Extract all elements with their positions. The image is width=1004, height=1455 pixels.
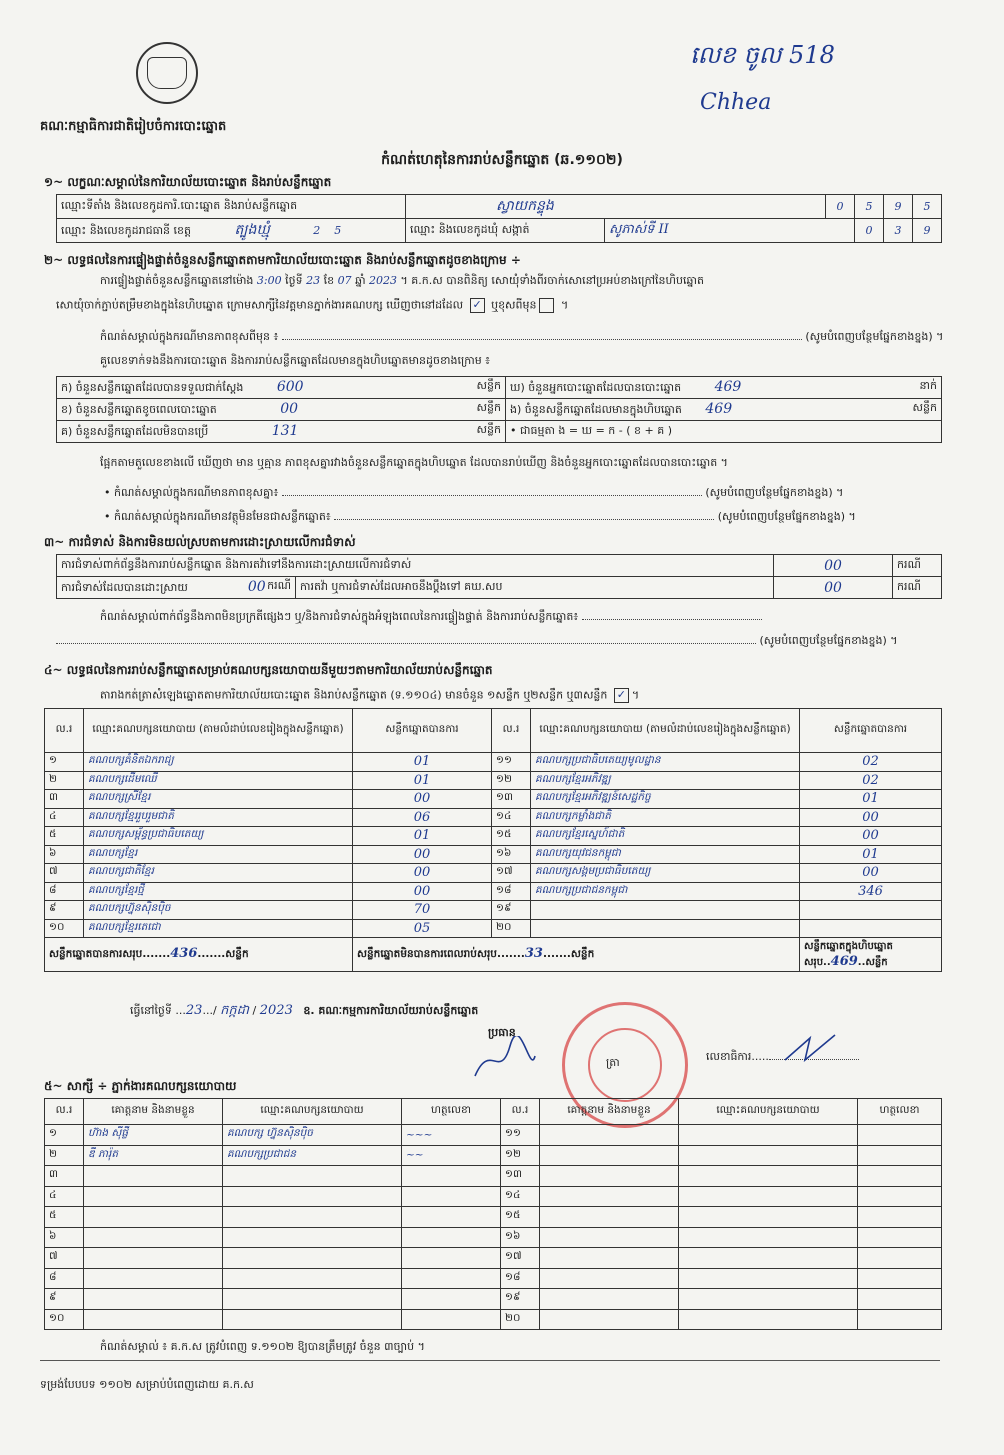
section2-heading: ២~ លទ្ធផលនៃការផ្ទៀងផ្ទាត់ចំនួនសន្លឹកឆ្នោតតាមការិយាល័យបោះឆ្នោត និងរាប់សន្លឹកឆ្នោតដូចខាងក្រោម ÷ bbox=[44, 253, 521, 267]
secretary-signature bbox=[780, 1030, 840, 1070]
change-note: កំណត់សម្គាល់ក្នុងករណីមានភាពខុសពីមុន ៖ (សូមបំពេញបន្ថែមផ្នែកខាងខ្នង) ។ bbox=[100, 330, 944, 343]
section1-heading: ១~ លក្ខណៈសម្គាល់នៃការិយាល័យបោះឆ្នោត និងរាប់សន្លឹកឆ្នោត bbox=[44, 175, 332, 189]
station-code-3: 9 bbox=[884, 195, 913, 219]
complaints-count: 00 bbox=[774, 555, 893, 577]
province-name: ត្បូងឃ្មុំ bbox=[234, 222, 270, 238]
table-row: ៥ គណបក្សសម្ព័ន្ធប្រជាធិបតេយ្យ 01 ១៥ គណបក្សខ្មែរស្នេហ៍ជាតិ 00 bbox=[45, 827, 942, 846]
appeal-count: 00 bbox=[774, 577, 893, 599]
col-name-left: គោត្តនាម និងនាមខ្លួន bbox=[84, 1099, 223, 1125]
station-code-4: 5 bbox=[913, 195, 942, 219]
appeal-label: ការតវ៉ា ឬការជំទាស់ដែលអាចនឹងប្តឹងទៅ គឃ.សប bbox=[296, 577, 774, 599]
unused-ballots: គ) ចំនួនសន្លឹកឆ្នោតដែលមិនបានប្រើ 131 សន្លឹក bbox=[57, 421, 506, 443]
col-sig-right: ហត្ថលេខា bbox=[858, 1099, 942, 1125]
col-no-left: ល.រ bbox=[45, 709, 84, 753]
col-votes-right: សន្លឹកឆ្នោតបានការ bbox=[800, 709, 942, 753]
spoiled-ballots: ខ) ចំនួនសន្លឹកឆ្នោតខូចពេលបោះឆ្នោត 00 សន្លឹក bbox=[57, 399, 506, 421]
lock-paragraph: សោយុំចាក់ភ្ជាប់តម្រឹមខាងក្នុងនៃហិបឆ្នោត ក្រោមសាក្សីនៃវត្តមានភ្នាក់ងារគណបក្ស ឃើញថានៅដដែល ✓ ឬខុសពីមុន ។ bbox=[56, 298, 569, 312]
form-identifier: ទម្រង់បែបបទ ១១០២ សម្រាប់បំពេញដោយ គ.ក.ស bbox=[40, 1378, 254, 1391]
appeal-unit: ករណី bbox=[893, 577, 942, 599]
irregularity-note-line2: (សូមបំពេញបន្ថែមផ្នែកខាងខ្នង) ។ bbox=[56, 634, 956, 650]
table-row: ៤ គណបក្សខ្មែររួបរួមជាតិ 06 ១៤ គណបក្សកម្លាំងជាតិ 00 bbox=[45, 808, 942, 827]
table-row: ២ ឌី ភារ៉ុត គណបក្សប្រជាជន ~~ ១២ bbox=[45, 1145, 942, 1166]
table-row: ១០ ២០ bbox=[45, 1309, 942, 1330]
tally-sheet-count: តារាងកត់ត្រាសំឡេងឆ្នោតតាមការិយាល័យបោះឆ្នោត និងរាប់សន្លឹកឆ្នោត (ទ.១១០៤) មានចំនួន ១សន្លឹក ឬ២សន្លឹក ឬ៣សន្លឹក ✓ ។ bbox=[100, 688, 640, 702]
unchanged-checkbox: ✓ bbox=[470, 298, 485, 313]
section3-heading: ៣~ ការជំទាស់ និងការមិនយល់ស្របតាមការដោះស្រាយលើការជំទាស់ bbox=[44, 535, 356, 549]
handwritten-initials: Chhea bbox=[700, 90, 772, 115]
verify-year: 2023 bbox=[369, 274, 398, 287]
table-row: ១ គណបក្សគំនិតឯករាជ្យ 01 ១១ គណបក្សប្រជាធិបតេយ្យមូលដ្ឋាន 02 bbox=[45, 753, 942, 772]
changed-checkbox bbox=[539, 298, 554, 313]
table-row: ៩ ១៩ bbox=[45, 1289, 942, 1310]
compare-paragraph: ផ្អែកតាមតួលេខខាងលើ ឃើញថា មាន ឬគ្មាន ភាពខុសគ្នារវាងចំនួនសន្លឹកឆ្នោតក្នុងហិបឆ្នោត ដែលបានរាប់ឃើញ និងចំនួនអ្នកបោះឆ្នោតដែលបានបោះឆ្នោត ។ bbox=[100, 456, 728, 469]
table-row: ៦ គណបក្សខ្មែរ 00 ១៦ គណបក្សយុវជនកម្ពុជា 01 bbox=[45, 845, 942, 864]
stamp-label: ត្រា bbox=[606, 1056, 620, 1069]
table-row: ៣ ១៣ bbox=[45, 1166, 942, 1187]
foreign-object-note: • កំណត់សម្គាល់ក្នុងករណីមានវត្ថុមិនមែនជាសន្លឹកឆ្នោត៖ (សូមបំពេញបន្ថែមផ្នែកខាងខ្នង) ។ bbox=[104, 510, 856, 523]
commune-code-3: 9 bbox=[913, 219, 942, 243]
verify-month: 07 bbox=[337, 274, 352, 287]
table-row: ៨ ១៨ bbox=[45, 1268, 942, 1289]
total-in-box: សន្លឹកឆ្នោតក្នុងហិបឆ្នោតសរុប..469..សន្លឹក bbox=[800, 938, 942, 972]
polling-station-name: ស្វាយកន្ទុង bbox=[406, 195, 826, 219]
emblem-logo bbox=[136, 42, 198, 104]
three-sheet-checkbox: ✓ bbox=[614, 688, 629, 703]
table-row: ១០ គណបក្សខ្មែរតេជោ 05 ២០ bbox=[45, 919, 942, 938]
polling-station-label: ឈ្មោះទីតាំង និងលេខកូដការិ.បោះឆ្នោត និងរាប់សន្លឹកឆ្នោត bbox=[57, 195, 406, 219]
document-title: កំណត់ហេតុនៃការរាប់សន្លឹកឆ្នោត (ឆ.១១០២) bbox=[381, 152, 623, 168]
table-row: ៧ ១៧ bbox=[45, 1248, 942, 1269]
table-row: ៣ គណបក្សស្រីខ្មែរ 00 ១៣ គណបក្សខ្មែរអភិវឌ្ឍន៍សេដ្ឋកិច្ច 01 bbox=[45, 790, 942, 809]
col-no-left: ល.រ bbox=[45, 1099, 84, 1125]
col-party-right: ឈ្មោះគណបក្សនយោបាយ (តាមលំដាប់លេខរៀងក្នុងសន្លឹកឆ្នោត) bbox=[531, 709, 800, 753]
verify-day: 23 bbox=[306, 274, 321, 287]
irregularity-note: កំណត់សម្គាល់ពាក់ព័ន្ធនឹងភាពមិនប្រក្រតីផ្សេងៗ ឬ/និងការជំទាស់ក្នុងអំឡុងពេលនៃការផ្ទៀងផ្ទាត់ និងការរាប់សន្លឹកឆ្នោត៖ bbox=[100, 610, 960, 626]
station-code-2: 5 bbox=[855, 195, 884, 219]
formula: • ជាធម្មតា ង = ឃ = ក - ( ខ + គ ) bbox=[506, 421, 942, 443]
complaints-label: ការជំទាស់ពាក់ព័ន្ធនឹងការរាប់សន្លឹកឆ្នោត និងការតវ៉ាទៅនឹងការដោះស្រាយលើការជំទាស់ bbox=[57, 555, 774, 577]
chair-label: ប្រធាន bbox=[488, 1026, 516, 1039]
verification-paragraph: ការផ្ទៀងផ្ទាត់ចំនួនសន្លឹកឆ្នោតនៅម៉ោង 3:00 ថ្ងៃទី 23 ខែ 07 ឆ្នាំ 2023 ។ គ.ក.ស បានពិនិត្យ សោយុំទាំងពីរចាក់សោនៅប្រអប់ខាងក្រៅនៃហិបឆ្នោត bbox=[100, 274, 704, 287]
province-code: 2 5 bbox=[313, 224, 342, 237]
col-votes-left: សន្លឹកឆ្នោតបានការ bbox=[353, 709, 492, 753]
total-invalid: សន្លឹកឆ្នោតមិនបានការពេលរាប់សរុប.......33.......សន្លឹក bbox=[353, 938, 800, 972]
table-row: ៩ គណបក្សហ្វ៊ុនស៊ិនប៉ិច 70 ១៩ bbox=[45, 901, 942, 920]
table-row: ៥ ១៥ bbox=[45, 1207, 942, 1228]
commune-code-1: 0 bbox=[855, 219, 884, 243]
table-row: ១ ហ៊ាង ស៊ីផ្លី គណបក្ស ហ្វ៊ុនស៊ិនប៉ិច ~~~ ១១ bbox=[45, 1125, 942, 1146]
section5-heading: ៥~ សាក្សី ÷ ភ្នាក់ងារគណបក្សនយោបាយ bbox=[44, 1079, 237, 1093]
ballot-count-table bbox=[56, 376, 942, 443]
verify-time: 3:00 bbox=[256, 274, 282, 287]
resolved-count: 00 bbox=[247, 578, 266, 595]
station-code-1: 0 bbox=[826, 195, 855, 219]
complaints-table bbox=[56, 554, 942, 599]
party-results-table bbox=[44, 708, 942, 972]
total-valid: សន្លឹកឆ្នោតបានការសរុប.......436.......សន្លឹក bbox=[45, 938, 353, 972]
table-row: ៨ គណបក្សខ្មែរថ្មី 00 ១៨ គណបក្សប្រជាជនកម្ពុជា 346 bbox=[45, 882, 942, 901]
table-row: ៤ ១៤ bbox=[45, 1186, 942, 1207]
col-no-right: ល.រ bbox=[492, 709, 531, 753]
province-label: ឈ្មោះ និងលេខកូដរាជធានី ខេត្ត ត្បូងឃ្មុំ 2 5 bbox=[57, 219, 406, 243]
received-ballots: ក) ចំនួនសន្លឹកឆ្នោតដែលបានទទួលជាក់ស្តែង 600 សន្លឹក bbox=[57, 377, 506, 399]
voters-voted: ឃ) ចំនួនអ្នកបោះឆ្នោតដែលបានបោះឆ្នោត 469 នាក់ bbox=[506, 377, 942, 399]
signing-date: ធ្វើនៅថ្ងៃទី ...23.../ កក្កដា / 2023 ឧ. គណៈកម្មការការិយាល័យរាប់សន្លឹកឆ្នោត bbox=[130, 1003, 479, 1018]
table-row: ២ គណបក្សដើមឈើ 01 ១២ គណបក្សខ្មែរអភិវឌ្ឍ 02 bbox=[45, 771, 942, 790]
col-party-left: ឈ្មោះគណបក្សនយោបាយ (តាមលំដាប់លេខរៀងក្នុងសន្លឹកឆ្នោត) bbox=[84, 709, 353, 753]
col-party-left: ឈ្មោះគណបក្សនយោបាយ bbox=[223, 1099, 402, 1125]
count-intro: គួលេខទាក់ទងនឹងការបោះឆ្នោត និងការរាប់សន្លឹកឆ្នោតដែលមានក្នុងហិបឆ្នោតមានដូចខាងក្រោម ៖ bbox=[100, 354, 491, 367]
commune-code-2: 3 bbox=[884, 219, 913, 243]
footer-note: កំណត់សម្គាល់ ៖ គ.ក.ស ត្រូវបំពេញ ទ.១១០២ ឱ្យបានត្រឹមត្រូវ ចំនួន ៣ច្បាប់ ។ bbox=[100, 1340, 425, 1353]
witness-table bbox=[44, 1098, 942, 1330]
footer-divider bbox=[40, 1360, 940, 1361]
table-row: ៧ គណបក្សជាតិខ្មែរ 00 ១៧ គណបក្សសង្គមប្រជាធិបតេយ្យ 00 bbox=[45, 864, 942, 883]
difference-note: • កំណត់សម្គាល់ក្នុងករណីមានភាពខុសគ្នា៖ (សូមបំពេញបន្ថែមផ្នែកខាងខ្នង) ។ bbox=[104, 486, 844, 499]
handwritten-receipt-note: លេខ ចូល 518 bbox=[690, 41, 835, 69]
resolved-label: ការជំទាស់ដែលបានដោះស្រាយ 00 ករណី bbox=[57, 577, 296, 599]
section4-heading: ៤~ លទ្ធផលនៃការរាប់សន្លឹកឆ្នោតសម្រាប់គណបក្សនយោបាយនីមួយៗតាមការិយាល័យរាប់សន្លឹកឆ្នោត bbox=[44, 663, 493, 677]
col-sig-left: ហត្ថលេខា bbox=[402, 1099, 501, 1125]
complaints-unit: ករណី bbox=[893, 555, 942, 577]
col-party-right: ឈ្មោះគណបក្សនយោបាយ bbox=[679, 1099, 858, 1125]
section1-table bbox=[56, 194, 942, 243]
chair-signature bbox=[470, 1036, 540, 1086]
col-no-right: ល.រ bbox=[501, 1099, 540, 1125]
org-name: គណៈកម្មាធិការជាតិរៀបចំការបោះឆ្នោត bbox=[40, 119, 227, 134]
ballots-in-box: ង) ចំនួនសន្លឹកឆ្នោតដែលមានក្នុងហិបឆ្នោត 469 សន្លឹក bbox=[506, 399, 942, 421]
commune-label: ឈ្មោះ និងលេខកូដឃុំ សង្កាត់ bbox=[406, 219, 605, 243]
table-row: ៦ ១៦ bbox=[45, 1227, 942, 1248]
secretary-label: លេខាធិការ..... bbox=[706, 1050, 859, 1066]
col-name-right: គោត្តនាម និងនាមខ្លួន bbox=[540, 1099, 679, 1125]
commune-name: សូភាស់ទី II bbox=[605, 219, 855, 243]
